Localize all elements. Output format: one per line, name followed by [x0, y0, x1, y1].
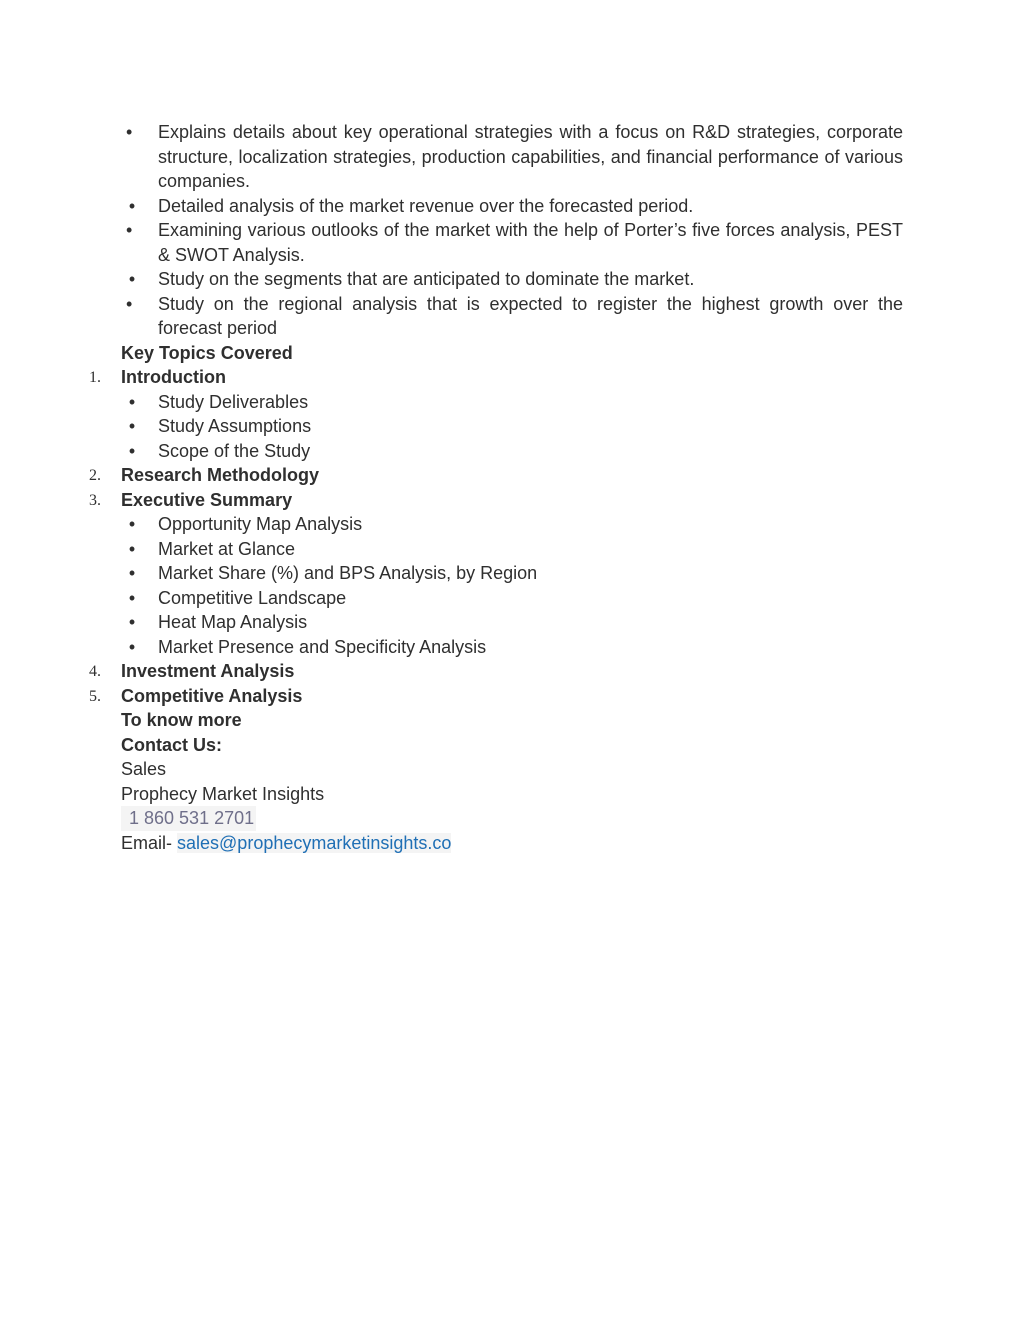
key-topics-heading: Key Topics Covered [121, 342, 293, 363]
list-item [0, 635, 1024, 660]
phone-number[interactable]: 1 860 531 2701 [121, 806, 256, 831]
section-number: 1. [89, 369, 101, 386]
section-title: Introduction [121, 367, 226, 387]
bullet-icon: • [128, 587, 136, 608]
list-item-text: Scope of the Study [158, 440, 311, 461]
list-item [0, 512, 1024, 537]
list-item-text: Competitive Landscape [158, 587, 347, 608]
list-item-text: Detailed analysis of the market revenue over the forecasted period. [158, 195, 694, 216]
list-item [0, 292, 1024, 341]
phone-row [0, 806, 1024, 831]
list-item [0, 537, 1024, 562]
document-page [0, 120, 1024, 855]
section-title: Investment Analysis [121, 661, 295, 681]
bullet-icon: • [126, 293, 133, 314]
section-heading [0, 659, 1024, 684]
bullet-icon: • [128, 563, 136, 583]
list-item [0, 414, 1024, 439]
list-item-text: Explains details about key operational strategies with a focus on R&D strategies, corporate structure, localization strategies, production capabilities, and financial performance of various companies. [158, 122, 903, 191]
section-number: 2. [89, 467, 101, 484]
list-item-text: Market Presence and Specificity Analysis [158, 636, 487, 657]
list-item-text: Market Share (%) and BPS Analysis, by Region [158, 563, 538, 583]
list-item-text: Heat Map Analysis [158, 612, 308, 632]
list-item-text: Market at Glance [158, 538, 296, 559]
list-item-text: Study on the regional analysis that is expected to register the highest growth over the forecast period [158, 293, 903, 338]
list-item [0, 218, 1024, 267]
list-item-text: Study Assumptions [158, 416, 312, 436]
bullet-icon: • [128, 269, 136, 289]
list-item [0, 439, 1024, 464]
email-label: Email- [121, 832, 178, 853]
contact-department: Sales [121, 759, 167, 779]
to-know-more-heading: To know more [121, 710, 242, 730]
bullet-icon: • [128, 195, 136, 216]
list-item-text: Opportunity Map Analysis [158, 514, 363, 534]
section-number: 3. [89, 491, 101, 509]
list-item-text: Study on the segments that are anticipated to dominate the market. [158, 269, 695, 289]
list-item [0, 610, 1024, 635]
bullet-icon: • [128, 440, 136, 461]
section-heading [0, 684, 1024, 709]
section-heading [0, 463, 1024, 488]
bullet-icon: • [128, 391, 136, 412]
contact-heading: Contact Us: [121, 734, 223, 755]
list-item-text: Study Deliverables [158, 391, 309, 412]
email-link[interactable]: sales@prophecymarketinsights.co [177, 832, 452, 853]
bullet-icon: • [128, 416, 136, 436]
section-title: Competitive Analysis [121, 685, 303, 706]
list-item [0, 120, 1024, 194]
list-item [0, 194, 1024, 219]
bullet-icon: • [128, 514, 136, 534]
section-title: Research Methodology [121, 465, 320, 485]
section-heading [0, 365, 1024, 390]
bullet-icon: • [128, 538, 136, 559]
section-title: Executive Summary [121, 489, 293, 510]
bullet-icon: • [126, 220, 133, 240]
list-item [0, 267, 1024, 292]
bullet-icon: • [126, 122, 133, 142]
list-item [0, 586, 1024, 611]
section-number: 4. [89, 663, 101, 680]
bullet-icon: • [128, 612, 136, 632]
list-item [0, 561, 1024, 586]
section-heading [0, 488, 1024, 513]
list-item [0, 390, 1024, 415]
section-number: 5. [89, 687, 101, 705]
company-name: Prophecy Market Insights [121, 783, 325, 804]
email-row [0, 831, 1024, 856]
bullet-icon: • [128, 636, 136, 657]
list-item-text: Examining various outlooks of the market with the help of Porter’s five forces analysis, PEST & SWOT Analysis. [158, 220, 903, 265]
